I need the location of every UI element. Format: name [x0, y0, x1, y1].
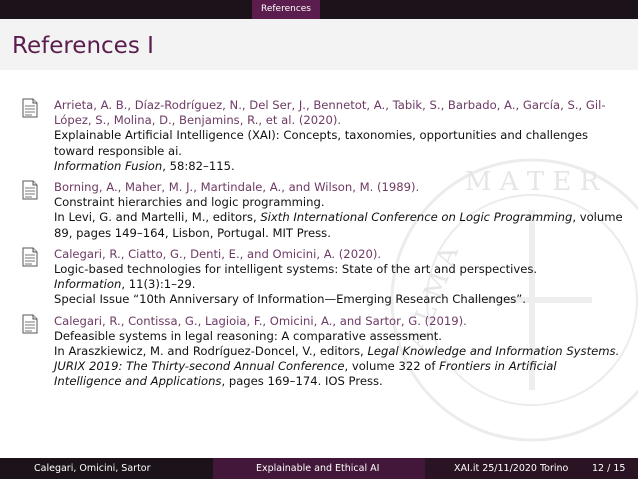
reference-item — [22, 247, 624, 308]
reference-venue-prefix: In Araszkiewicz, M. and Rodríguez-Doncel, V., editors, — [54, 344, 368, 359]
reference-title: Defeasible systems in legal reasoning: A comparative assessment. — [54, 328, 442, 343]
document-icon — [22, 98, 38, 118]
reference-details-mid: , volume 322 of — [344, 359, 440, 374]
reference-venue: Legal Knowledge and Information Systems. JURIX 2019: The Thirty-second Annual Conference — [54, 344, 620, 374]
reference-venue-prefix: In Levi, G. and Martelli, M., editors, — [54, 210, 261, 225]
reference-details: , volume 89, pages 149–164, Lisbon, Portugal. MIT Press. — [54, 210, 623, 240]
reference-title: Logic-based technologies for intelligent systems: State of the art and perspectives. — [54, 262, 538, 277]
reference-details: , 58:82–115. — [162, 158, 235, 173]
footer-title: Explainable and Ethical AI — [256, 463, 380, 474]
svg-text:M A T E R: M A T E R — [464, 167, 600, 197]
document-icon — [22, 314, 38, 334]
top-navigation-bar — [0, 0, 638, 19]
reference-item — [22, 98, 624, 174]
reference-venue: Sixth International Conference on Logic Programming — [260, 210, 573, 225]
reference-venue: Information Fusion — [54, 158, 163, 173]
footer-event: XAI.it 25/11/2020 Torino — [454, 463, 569, 474]
reference-authors: Borning, A., Maher, M. J., Martindale, A., and Wilson, M. (1989). — [54, 180, 420, 195]
footer-bar — [0, 458, 638, 479]
reference-venue-line — [54, 344, 624, 390]
reference-item — [22, 180, 624, 241]
document-icon — [22, 180, 38, 200]
reference-title: Explainable Artificial Intelligence (XAI): Concepts, taxonomies, opportunities and challenges toward responsible ai. — [54, 128, 589, 158]
footer-page-number: 12 / 15 — [592, 463, 626, 474]
references-list — [22, 98, 624, 396]
reference-title: Constraint hierarchies and logic programming. — [54, 195, 325, 210]
frame-title: References I — [12, 33, 154, 59]
reference-series: Frontiers in Artificial Intelligence and Applications — [54, 359, 557, 389]
reference-authors: Calegari, R., Ciatto, G., Denti, E., and Omicini, A. (2020). — [54, 246, 382, 261]
svg-text:A L M A: A L M A — [400, 242, 465, 353]
reference-details: , pages 169–174. IOS Press. — [221, 374, 383, 389]
reference-details: , 11(3):1–29. — [121, 277, 196, 292]
reference-note: Special Issue “10th Anniversary of Information—Emerging Research Challenges”. — [54, 292, 526, 307]
reference-venue-line — [54, 277, 624, 292]
reference-venue-line — [54, 159, 624, 174]
reference-authors: Arrieta, A. B., Díaz-Rodríguez, N., Del Ser, J., Bennetot, A., Tabik, S., Barbado, A., García, S., Gil-López, S., Molina, D., Benjamins, R., et al. (2020). — [54, 98, 606, 128]
reference-venue-line — [54, 210, 624, 240]
reference-item — [22, 314, 624, 390]
footer-authors: Calegari, Omicini, Sartor — [34, 463, 151, 474]
nav-section-references[interactable]: References — [252, 0, 320, 19]
reference-venue: Information — [54, 277, 122, 292]
reference-authors: Calegari, R., Contissa, G., Lagioia, F., Omicini, A., and Sartor, G. (2019). — [54, 313, 467, 328]
document-icon — [22, 247, 38, 267]
